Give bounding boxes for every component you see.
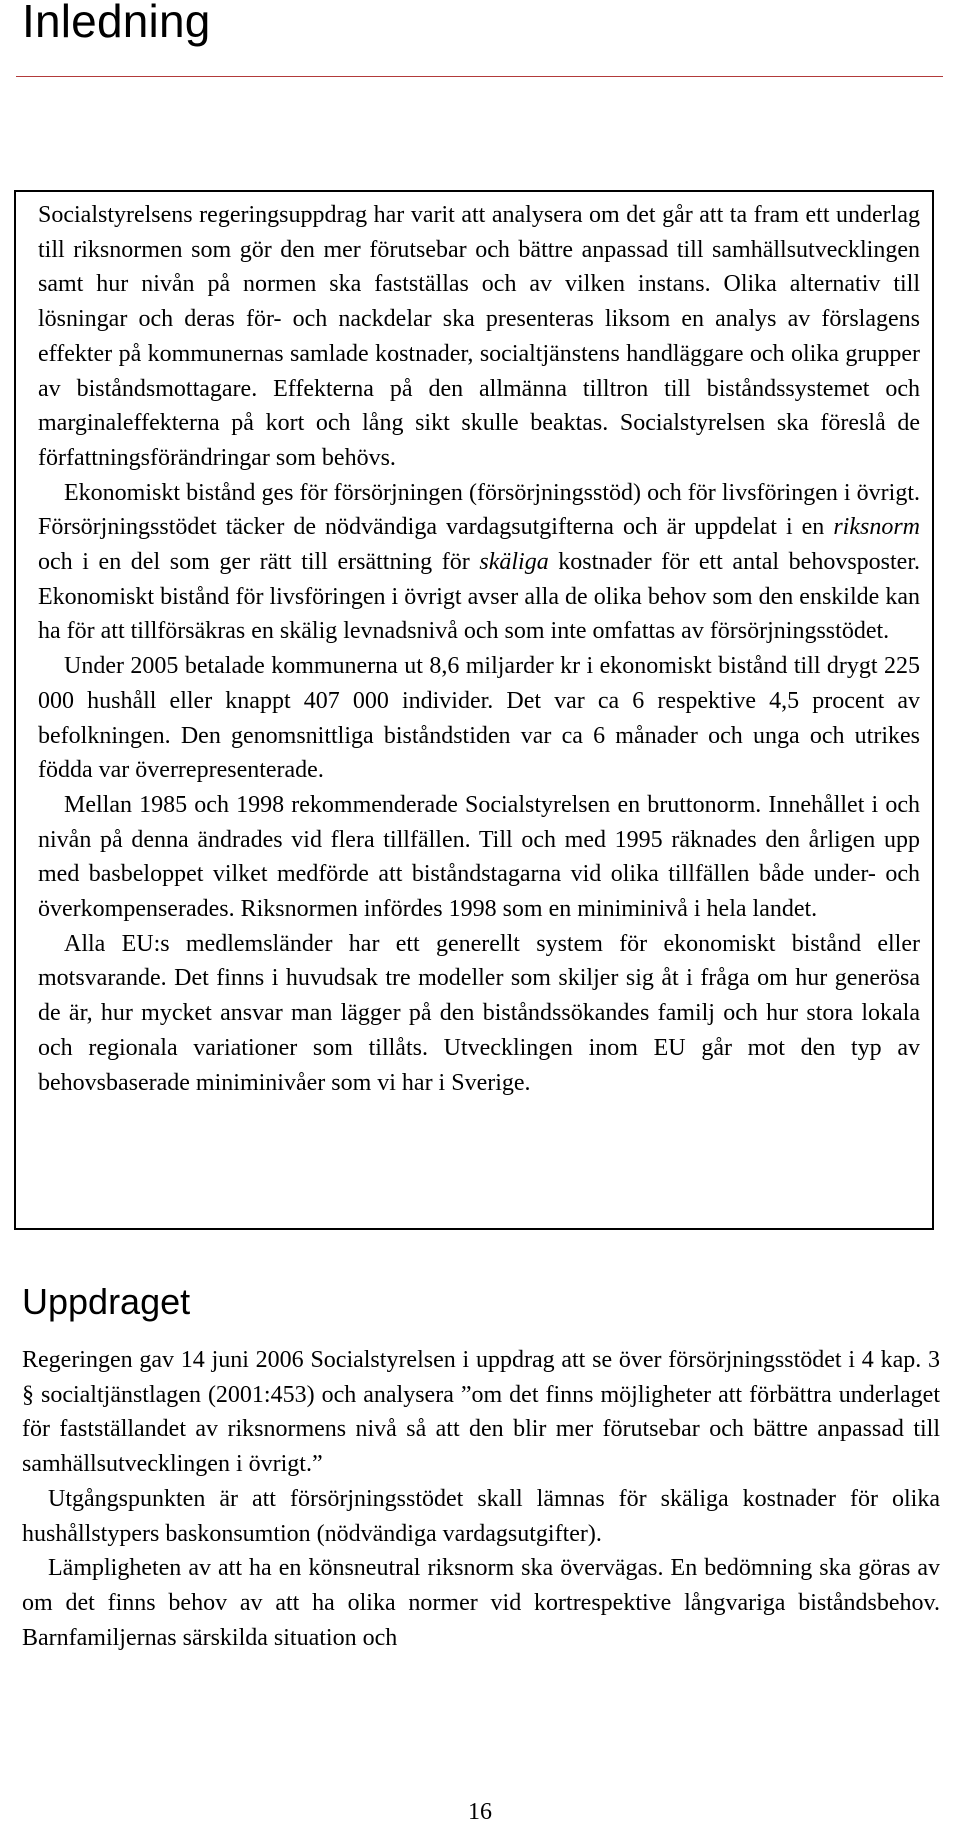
summary-paragraph-3: Under 2005 betalade kommunerna ut 8,6 miljarder kr i ekonomiskt bistånd till drygt 225 000 hushåll eller knappt 407 000 individer. Det var ca 6 respektive 4,5 procent av befolkningen. Den genomsnittliga biståndstiden var ca 6 månader och unga och utrikes födda var överrepresenterade. xyxy=(38,653,920,784)
assignment-section xyxy=(22,1343,940,1655)
summary-paragraph-4: Mellan 1985 och 1998 rekommenderade Socialstyrelsen en bruttonorm. Innehållet i och nivån på denna ändrades vid flera tillfällen. Till och med 1995 räknades den årligen upp med basbeloppet vilket medförde att biståndstagarna vid olika tillfällen både under- och överkompenserades. Riksnormen infördes 1998 som en miniminivå i hela landet. xyxy=(38,791,920,923)
summary-paragraph-2-text-3: kostnader för ett antal behovsposter. Ekonomiskt bistånd för livsföringen i övrigt avser alla de olika behov som den enskilde kan ha för att tillförsäkras en skälig levnadsnivå och som inte omfattas av försörjningsstödet. xyxy=(38,549,920,645)
assignment-paragraph-3: Lämpligheten av att ha en könsneutral riksnorm ska övervägas. En bedömning ska göras av om det finns behov av att ha olika normer vid kortrespektive långvariga biståndsbehov. Barnfamiljernas särskilda situation och xyxy=(22,1555,940,1651)
summary-paragraph-1: Socialstyrelsens regeringsuppdrag har varit att analysera om det går att ta fram ett underlag till riksnormen som gör den mer förutsebar och bättre anpassad till samhällsutvecklingen samt hur nivån på normen ska fastställas och av vilken instans. Olika alternativ till lösningar och deras för- och nackdelar ska presenteras liksom en analys av förslagens effekter på kommunernas samlade kostnader, socialtjänstens handläggare och olika grupper av biståndsmottagare. Effekterna på den allmänna tilltron till biståndssystemet och marginaleffekterna på kort och lång sikt skulle beaktas. Socialstyrelsen ska föreslå de författningsförändringar som behövs. xyxy=(38,202,920,471)
summary-paragraph-2 xyxy=(38,476,920,650)
summary-paragraph-2-text-1: Ekonomiskt bistånd ges för försörjningen (försörjningsstöd) och för livsföringen i övrigt. Försörjningsstödet täcker de nödvändiga vardagsutgifterna och är uppdelat i en xyxy=(38,479,920,541)
section-heading: Uppdraget xyxy=(22,1281,191,1322)
term-skaliga: skäliga xyxy=(479,549,549,576)
summary-paragraph-5: Alla EU:s medlemsländer har ett generellt system för ekonomiskt bistånd eller motsvarande. Det finns i huvudsak tre modeller som skiljer sig åt i fråga om hur generösa de är, hur mycket ansvar man lägger på den biståndssökandes familj och hur stora lokala och regionala variationer som tillåts. Utvecklingen inom EU går mot den typ av behovsbaserade miniminivåer som vi har i Sverige. xyxy=(38,930,920,1096)
heading-divider xyxy=(16,76,943,77)
term-riksnorm: riksnorm xyxy=(833,514,920,541)
page-number: 16 xyxy=(468,1799,492,1825)
summary-paragraph-2-text-2: och i en del som ger rätt till ersättning för xyxy=(38,549,480,576)
page-heading: Inledning xyxy=(22,0,211,47)
assignment-paragraph-2: Utgångspunkten är att försörjningsstödet skall lämnas för skäliga kostnader för olika hushållstypers baskonsumtion (nödvändiga vardagsutgifter). xyxy=(22,1485,940,1547)
summary-box xyxy=(14,190,934,1230)
assignment-paragraph-1: Regeringen gav 14 juni 2006 Socialstyrelsen i uppdrag att se över försörjningsstödet i 4 kap. 3 § socialtjänstlagen (2001:453) och analysera ”om det finns möjligheter att förbättra underlaget för fastställandet av riksnormens nivå så att den blir mer förutsebar och bättre anpassad till samhällsutvecklingen i övrigt.” xyxy=(22,1347,940,1478)
